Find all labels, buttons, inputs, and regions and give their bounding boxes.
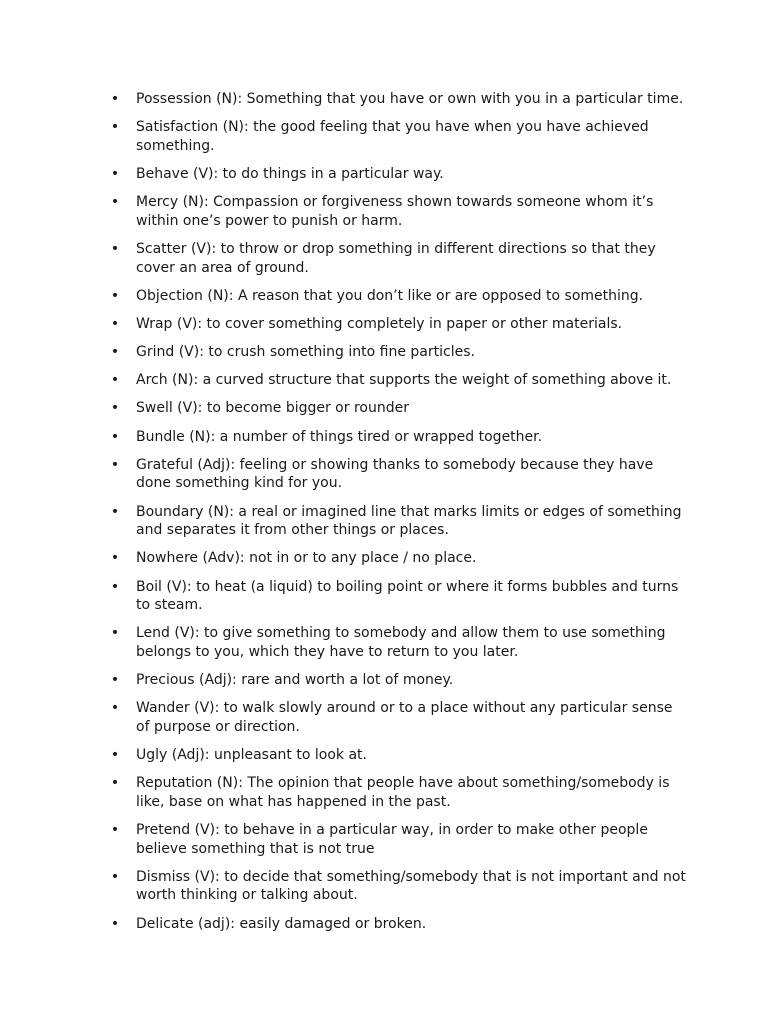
bullet-icon: •	[110, 372, 120, 389]
list-item	[108, 915, 688, 934]
bullet-icon: •	[110, 240, 120, 257]
bullet-icon: •	[110, 315, 120, 332]
entry-text: Scatter (V): to throw or drop something in different directions so that they cover an area of ground.	[136, 240, 656, 276]
list-item	[108, 868, 688, 905]
list-item	[108, 287, 688, 306]
entry-text: Objection (N): A reason that you don’t like or are opposed to something.	[136, 287, 644, 304]
entry-text: Nowhere (Adv): not in or to any place / no place.	[136, 550, 477, 567]
entry-text: Pretend (V): to behave in a particular way, in order to make other people believe something that is not true	[136, 822, 648, 857]
list-item	[108, 624, 688, 661]
list-item	[108, 193, 688, 230]
entry-text: Behave (V): to do things in a particular way.	[136, 165, 444, 182]
bullet-icon: •	[110, 915, 120, 932]
entry-text: Ugly (Adj): unpleasant to look at.	[136, 747, 367, 764]
entry-text: Dismiss (V): to decide that something/somebody that is not important and not worth thinking or talking about.	[136, 868, 686, 904]
entry-text: Reputation (N): The opinion that people have about something/somebody is like, base on what has happened in the past.	[136, 775, 670, 810]
list-item	[108, 774, 688, 811]
entry-text: Lend (V): to give something to somebody and allow them to use something belongs to you, which they have to return to you later.	[136, 625, 666, 660]
list-item	[108, 578, 688, 615]
bullet-icon: •	[110, 400, 120, 417]
entry-text: Wander (V): to walk slowly around or to a place without any particular sense of purpose or direction.	[136, 700, 673, 735]
entry-text: Grateful (Adj): feeling or showing thanks to somebody because they have done something kind for you.	[136, 456, 654, 492]
list-item	[108, 118, 688, 155]
bullet-icon: •	[110, 775, 120, 792]
bullet-icon: •	[110, 91, 120, 107]
list-item	[108, 240, 688, 277]
list-item	[108, 315, 688, 334]
list-item	[108, 399, 688, 418]
bullet-icon: •	[110, 344, 120, 361]
bullet-icon: •	[110, 456, 120, 473]
list-item	[108, 90, 688, 109]
entry-text: Mercy (N): Compassion or forgiveness shown towards someone whom it’s within one’s power to punish or harm.	[136, 194, 654, 229]
list-item	[108, 456, 688, 493]
list-item	[108, 671, 688, 690]
entry-text: Swell (V): to become bigger or rounder	[136, 400, 409, 417]
bullet-icon: •	[110, 165, 120, 182]
bullet-icon: •	[110, 194, 120, 211]
list-item	[108, 165, 688, 184]
bullet-icon: •	[110, 550, 120, 567]
list-item	[108, 343, 688, 362]
entry-text: Boundary (N): a real or imagined line that marks limits or edges of something and separates it from other things or places.	[136, 503, 682, 539]
entry-text: Boil (V): to heat (a liquid) to boiling point or where it forms bubbles and turns to steam.	[136, 578, 679, 614]
list-item	[108, 428, 688, 447]
entry-text: Satisfaction (N): the good feeling that you have when you have achieved something.	[136, 119, 649, 154]
vocabulary-list	[108, 90, 688, 943]
entry-text: Delicate (adj): easily damaged or broken.	[136, 915, 427, 932]
bullet-icon: •	[110, 428, 120, 445]
bullet-icon: •	[110, 672, 120, 689]
list-item	[108, 549, 688, 568]
entry-text: Arch (N): a curved structure that supports the weight of something above it.	[136, 372, 672, 389]
bullet-icon: •	[110, 822, 120, 839]
bullet-icon: •	[110, 868, 120, 885]
entry-text: Precious (Adj): rare and worth a lot of money.	[136, 672, 454, 689]
entry-text: Wrap (V): to cover something completely in paper or other materials.	[136, 315, 623, 332]
bullet-icon: •	[110, 578, 120, 595]
entry-text: Possession (N): Something that you have or own with you in a particular time.	[136, 91, 684, 107]
bullet-icon: •	[110, 503, 120, 520]
list-item	[108, 371, 688, 390]
bullet-icon: •	[110, 287, 120, 304]
bullet-icon: •	[110, 747, 120, 764]
bullet-icon: •	[110, 700, 120, 717]
entry-text: Bundle (N): a number of things tired or wrapped together.	[136, 428, 543, 445]
entry-text: Grind (V): to crush something into fine particles.	[136, 344, 475, 361]
list-item	[108, 821, 688, 858]
bullet-icon: •	[110, 119, 120, 136]
list-item	[108, 746, 688, 765]
bullet-icon: •	[110, 625, 120, 642]
list-item	[108, 503, 688, 540]
list-item	[108, 699, 688, 736]
